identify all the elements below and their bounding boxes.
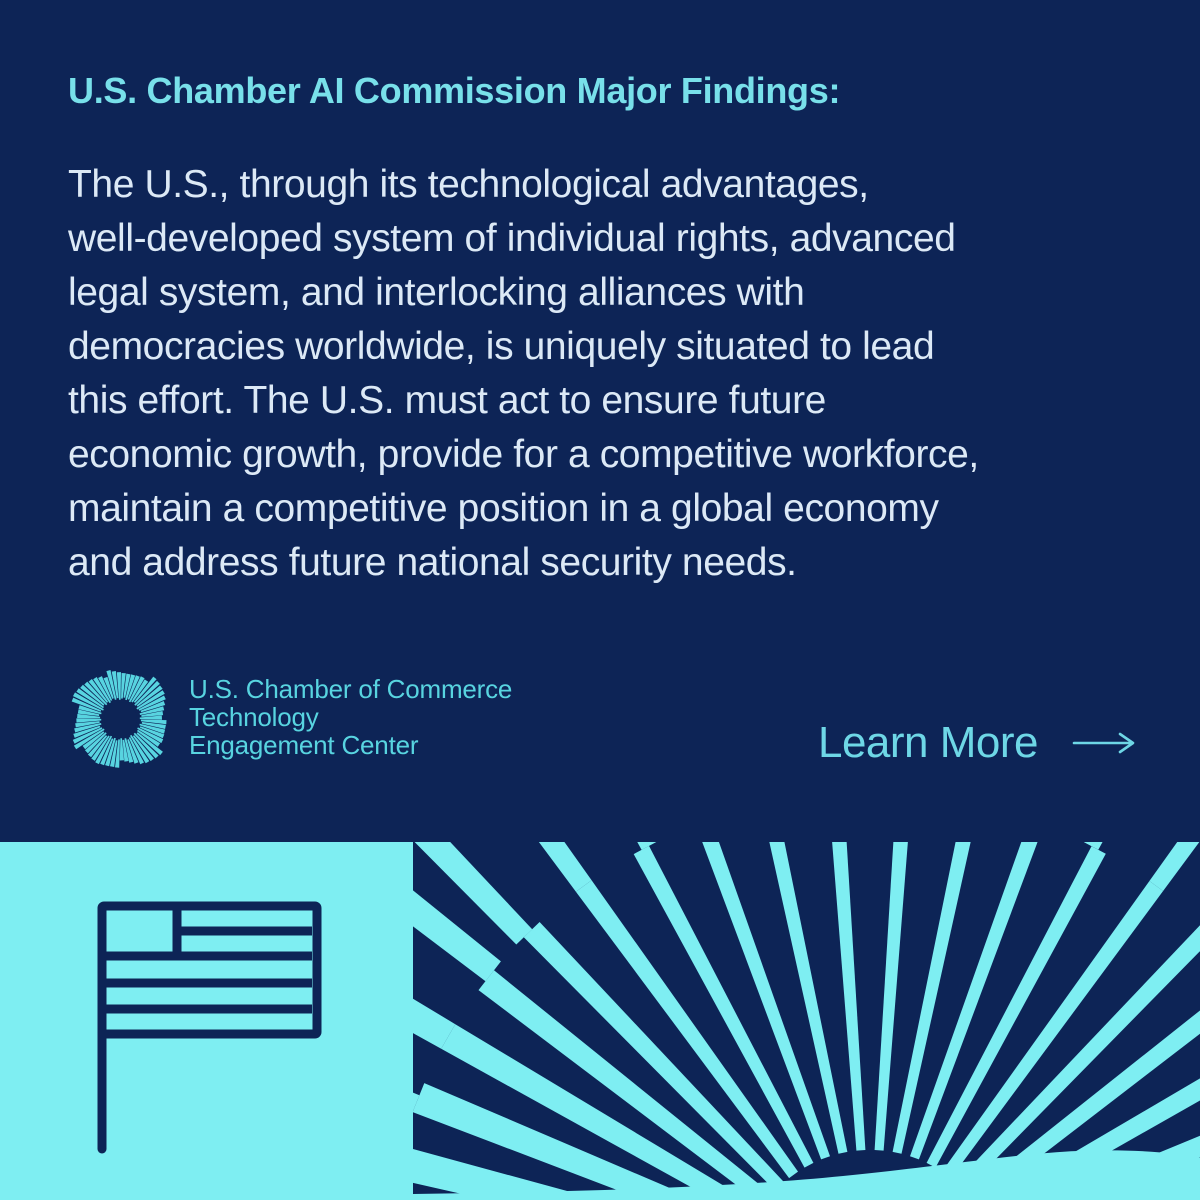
body-line: and address future national security needs. [68,541,797,584]
body-line: economic growth, provide for a competitive workforce, [68,433,979,476]
arrow-right-icon [1072,730,1138,756]
page-title: U.S. Chamber AI Commission Major Findings: [68,70,841,111]
learn-more-label: Learn More [817,718,1038,767]
org-name-line: U.S. Chamber of Commerce [189,674,513,704]
decorative-footer [0,842,1200,1200]
body-line: The U.S., through its technological advantages, [68,163,869,206]
body-line: legal system, and interlocking alliances with [68,271,805,314]
us-flag-icon [95,897,327,1165]
learn-more-link[interactable] [818,718,1138,768]
body-line: maintain a competitive position in a global economy [68,487,939,530]
starburst-logo-icon [68,666,172,770]
org-logo [68,666,512,770]
body-line: democracies worldwide, is uniquely situated to lead [68,325,935,368]
body-paragraph [68,158,1168,590]
flag-panel [0,842,413,1200]
body-line: well-developed system of individual rights, advanced [68,217,956,260]
org-name-line: Engagement Center [189,730,419,760]
org-name-line: Technology [189,702,319,732]
sunburst-rays-graphic [413,842,1200,1200]
org-name [189,666,512,759]
body-line: this effort. The U.S. must act to ensure future [68,379,826,422]
